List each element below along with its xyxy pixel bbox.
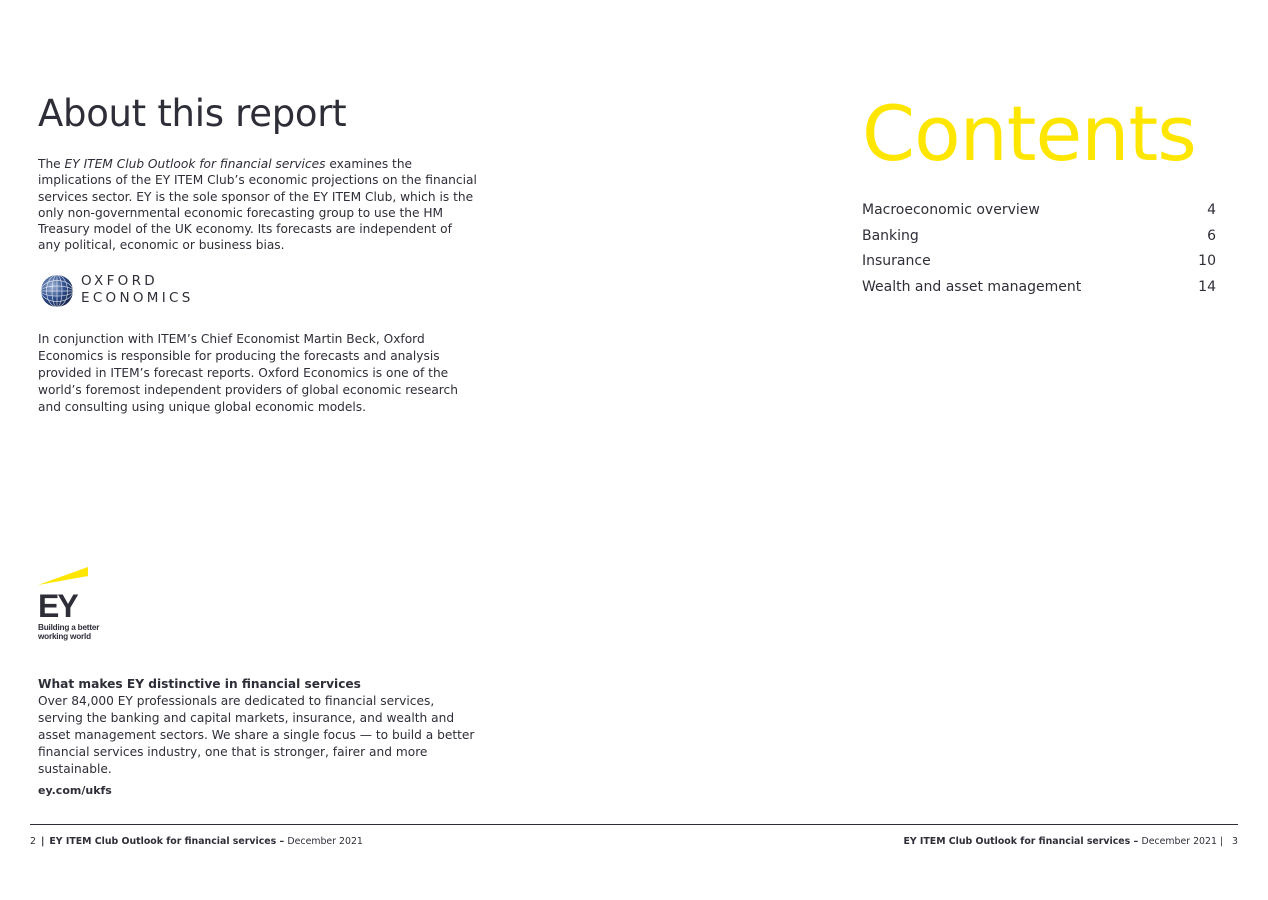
ey-tagline	[38, 624, 99, 641]
toc-item-page: 10	[1198, 253, 1216, 270]
footer-separator-right: |	[1216, 836, 1224, 847]
globe-icon	[40, 274, 74, 308]
footer-dash-left: –	[276, 836, 288, 847]
oxford-economics-paragraph: In conjunction with ITEM’s Chief Economist Martin Beck, Oxford Economics is responsible for producing the forecasts and analysis provided in ITEM’s forecast reports. Oxford Economics is one of the world’s foremost independent providers of global economic research and consulting using unique global economic models.	[38, 332, 458, 414]
footer-publication-right: EY ITEM Club Outlook for financial services	[903, 836, 1131, 847]
page-title: About this report	[38, 92, 347, 135]
about-paragraph	[38, 156, 478, 254]
toc-item-insurance[interactable]	[862, 253, 1216, 279]
footer-right	[903, 836, 1238, 847]
toc-item-page: 14	[1198, 279, 1216, 296]
toc-item-label: Macroeconomic overview	[862, 202, 1040, 218]
distinctive-paragraph: Over 84,000 EY professionals are dedicated to financial services, serving the banking and capital markets, insurance, and wealth and asset management sectors. We share a single focus — to build a better financial services industry, one that is stronger, fairer and more sustainable.	[38, 694, 475, 776]
toc-item-wealth-and-asset-management[interactable]	[862, 279, 1216, 305]
distinctive-heading: What makes EY distinctive in financial services	[38, 677, 361, 691]
footer-divider	[30, 824, 1238, 825]
toc-item-label: Banking	[862, 227, 919, 244]
toc-item-label: Insurance	[862, 253, 931, 270]
publication-name: EY ITEM Club Outlook for financial services	[64, 157, 326, 171]
about-text: examines the implications of the EY ITEM Club’s economic projections on the financial services sector. EY is the sole sponsor of the EY ITEM Club, which is the only non-governmental economic forecasting group to use the HM Treasury model of the UK economy. Its forecasts are independent of any political, economic or business bias.	[38, 157, 477, 253]
contents-title: Contents	[862, 89, 1196, 178]
footer-date-right: December 2021	[1141, 836, 1217, 847]
footer-separator: |	[40, 836, 45, 847]
toc-item-page: 6	[1207, 227, 1216, 244]
toc-item-macroeconomic-overview[interactable]	[862, 202, 1216, 228]
oxford-logo-line2: ECONOMICS	[81, 290, 194, 306]
oxford-economics-logo	[40, 272, 200, 308]
page-number-right: 3	[1232, 836, 1238, 847]
toc-item-banking[interactable]	[862, 228, 1216, 254]
oxford-logo-line1: OXFORD	[81, 273, 158, 289]
footer-dash-right: –	[1130, 836, 1142, 847]
ey-website-link[interactable]: ey.com/ukfs	[38, 784, 112, 797]
toc-item-label: Wealth and asset management	[862, 279, 1082, 296]
ey-tagline-line2: working world	[38, 631, 91, 641]
about-prefix: The	[38, 157, 65, 171]
footer-left	[30, 836, 363, 847]
footer-publication-left: EY ITEM Club Outlook for financial services	[49, 836, 277, 847]
ey-logo	[38, 566, 108, 642]
ey-beam-icon	[38, 566, 90, 588]
ey-tagline-line1: Building a better	[38, 623, 100, 632]
page-number-left: 2	[30, 836, 36, 847]
footer-date-left: December 2021	[287, 836, 363, 847]
ey-logo-mark: EY	[38, 588, 77, 624]
table-of-contents	[862, 202, 1216, 305]
toc-item-page: 4	[1207, 202, 1216, 218]
